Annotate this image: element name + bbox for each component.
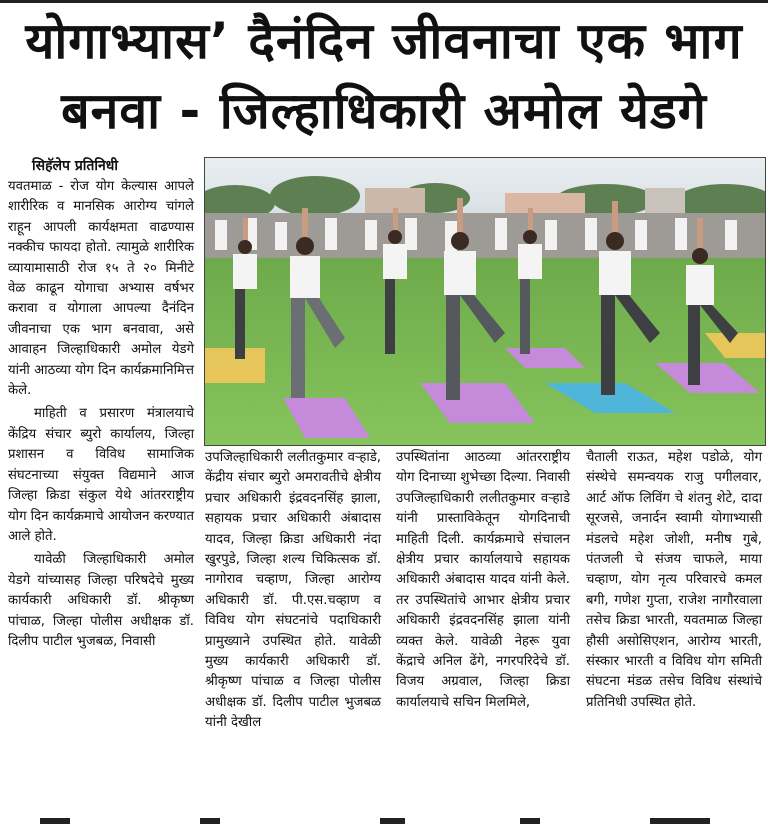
- bottom-cutoff-rule: [0, 812, 768, 824]
- article-column-2: [205, 448, 381, 737]
- top-rule: [0, 0, 768, 3]
- paragraph: उपजिल्हाधिकारी ललीतकुमार वऱ्हाडे, केंद्रीय संचार ब्युरो अमरावतीचे क्षेत्रीय प्रचार अधिकारी इंद्रवदनसिंह झाला, सहायक प्रचार अधिकारी अंबादास यादव, जिल्हा क्रिडा अधिकारी नंदा खुरपुडे, जिल्हा शल्य चिकित्सक डॉ. नागोराव चव्हाण, जिल्हा आरोग्य अधिकारी डॉ. पी.एस.चव्हाण व विविध योग संघटनांचे पदाधिकारी प्रामुख्याने उपस्थित होते. यावेळी मुख्य कार्यकारी अधिकारी डॉ. श्रीकृष्ण पांचाळ व जिल्हा पोलीस अधीक्षक डॉ. दिलीप पाटील भुजबळ यांनी देखील: [205, 450, 381, 731]
- yoga-event-photo: [204, 157, 766, 446]
- paragraph: यावेळी जिल्हाधिकारी अमोल येडगे यांच्यासह जिल्हा परिषदेचे मुख्य कार्यकारी अधिकारी डॉ. श्रीकृष्ण पांचाळ, जिल्हा पोलीस अधीक्षक डॉ. दिलीप पाटील भुजबळ, निवासी: [8, 552, 194, 649]
- paragraph: उपस्थितांना आठव्या आंतरराष्ट्रीय योग दिनाच्या शुभेच्छा दिल्या. निवासी उपजिल्हाधिकारी ललीतकुमार वऱ्हाडे यांनी प्रास्ताविकेतून योगदिनाची माहिती दिली. कार्यक्रमाचे संचालन क्षेत्रीय प्रचार कार्यालयाचे सहायक अधिकारी अंबादास यादव यांनी केले. तर उपस्थितांचे आभार क्षेत्रीय प्रचार अधिकारी इंद्रवदनसिंह झाला यांनी व्यक्त केले. यावेळी नेहरू युवा केंद्राचे अनिल ढेंगे, नगरपरिदेचे डॉ. विजय अग्रवाल, जिल्हा क्रिडा कार्यालयाचे सचिन मिलमिले,: [396, 450, 570, 710]
- article-column-3: [396, 448, 570, 716]
- headline-line-1: योगाभ्यास’ दैनंदिन जीवनाचा एक भाग: [25, 12, 743, 70]
- headline-line-2: बनवा - जिल्हाधिकारी अमोल येडगे: [61, 82, 707, 140]
- article-column-1: [8, 177, 194, 655]
- headline: [0, 6, 768, 146]
- article-column-4: [586, 448, 762, 716]
- byline: सिहॅलेप प्रतिनिधी: [32, 158, 119, 174]
- paragraph: यवतमाळ - रोज योग केल्यास आपले शारीरिक व मानसिक आरोग्य चांगले राहून आपली कार्यक्षमता वाढण्यास नक्कीच फायदा होतो. त्यामुळे शारीरिक व्यायामासाठी रोज १५ ते २० मिनीटे वेळ काढून योगाचा अभ्यास वर्षभर करावा व योगाला आपल्या दैनंदिन जीवनाचा एक भाग बनवावा, असे आवाहन जिल्हाधिकारी अमोल येडगे यांनी आठव्या योग दिन कार्यक्रमानिमित्त केले.: [8, 179, 194, 399]
- paragraph: चैताली राऊत, महेश पडोळे, योग संस्थेचे समन्वयक राजु पगीलवार, आर्ट ऑफ लिविंग चे शंतनु शेटे, दादा सूरजसे, जनार्दन स्वामी योगाभ्यासी मंडलचे महेश जोशी, मनीष गुबे, पंतजली चे संजय चाफले, माया चव्हाण, योग नृत्य परिवारचे कमल बगी, गणेश गुप्ता, राजेश नागौरवाला तसेच क्रिडा भारती, यवतमाळ जिल्हा हौसी असोसिएशन, आरोग्य भारती, संस्कार भारती व विविध योग समिती संघटना मंडळ तसेच विविध संस्थांचे प्रतिनिधी उपस्थित होते.: [586, 450, 762, 710]
- paragraph: माहिती व प्रसारण मंत्रालयाचे केंद्रिय संचार ब्युरो कार्यालय, जिल्हा प्रशासन व विविध सामाजिक संघटनाच्या संयुक्त विद्यमाने आज जिल्हा क्रिडा संकुल येथे आंतरराष्ट्रीय योग दिन कार्यक्रमाचे आयोजन करण्यात आले होते.: [8, 406, 195, 544]
